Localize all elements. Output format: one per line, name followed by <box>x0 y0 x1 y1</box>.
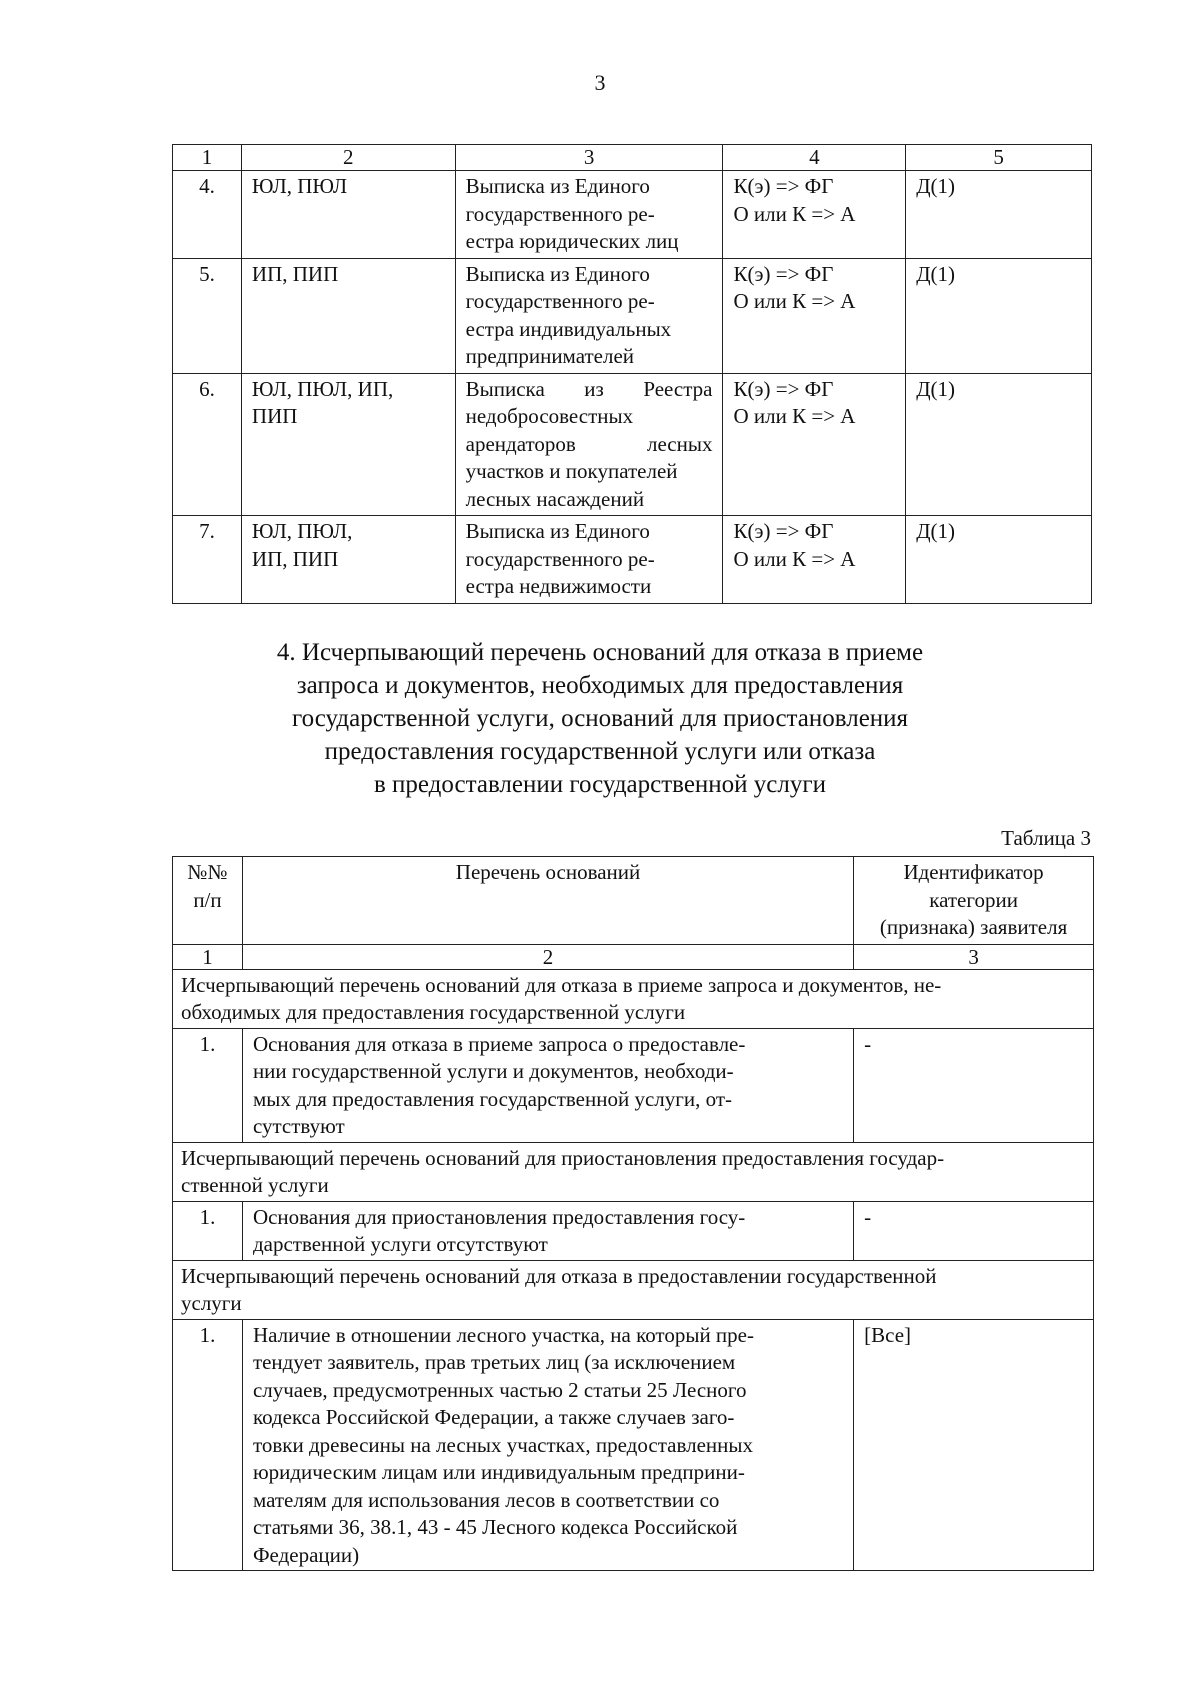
row-number: 7. <box>173 516 242 604</box>
applicant-category: ЮЛ, ПЮЛ, ИП, ПИП <box>241 373 455 516</box>
column-number-row <box>173 944 1094 969</box>
column-number: 1 <box>173 145 242 171</box>
document-name: Выписка из Единого государственного ре- естра юридических лиц <box>455 171 723 259</box>
documents-table <box>172 144 1092 604</box>
heading-line: в предоставлении государственной услуги <box>373 771 827 798</box>
document-name: Выписка из Единого государственного ре- естра индивидуальных предпринимателей <box>455 258 723 373</box>
row-number: 5. <box>173 258 242 373</box>
header-grounds: Перечень оснований <box>242 857 853 945</box>
request-method: К(э) => ФГ О или К => А <box>723 258 906 373</box>
applicant-identifier: - <box>854 1028 1094 1142</box>
table-row <box>173 1028 1094 1142</box>
table-caption: Таблица 3 <box>1001 826 1091 850</box>
document-code: Д(1) <box>906 516 1092 604</box>
row-number: 6. <box>173 373 242 516</box>
document-name: Выписка из Единого государственного ре- естра недвижимости <box>455 516 723 604</box>
row-number: 1. <box>173 1201 243 1260</box>
header-identifier: Идентификатор категории (признака) заявителя <box>854 857 1094 945</box>
applicant-category: ЮЛ, ПЮЛ, ИП, ПИП <box>241 516 455 604</box>
document-name: Выписка из Реестра недобросовестных арендаторов лесных участков и покупателей лесных насаждений <box>455 373 723 516</box>
column-number: 2 <box>241 145 455 171</box>
row-number: 1. <box>173 1028 243 1142</box>
header-number: №№ п/п <box>173 857 243 945</box>
section-title: Исчерпывающий перечень оснований для отказа в предоставлении государственной услуги <box>173 1260 1094 1319</box>
ground-text: Основания для отказа в приеме запроса о предоставле- нии государственной услуги и документов, необходи- мых для предоставления государственной услуги, от- сутствуют <box>242 1028 853 1142</box>
row-number: 4. <box>173 171 242 259</box>
request-method: К(э) => ФГ О или К => А <box>723 516 906 604</box>
table-row <box>173 1201 1094 1260</box>
section-title-row <box>173 969 1094 1028</box>
heading-line: государственной услуги, оснований для приостановления <box>291 705 909 732</box>
table-row <box>173 1319 1094 1571</box>
column-number: 2 <box>242 944 853 969</box>
applicant-identifier: - <box>854 1201 1094 1260</box>
document-code: Д(1) <box>906 373 1092 516</box>
table-header-row <box>173 857 1094 945</box>
table-row <box>173 373 1092 516</box>
applicant-identifier: [Все] <box>854 1319 1094 1571</box>
section-title-row <box>173 1260 1094 1319</box>
table-row <box>173 171 1092 259</box>
heading-line: предоставления государственной услуги или отказа <box>324 738 876 765</box>
column-number: 1 <box>173 944 243 969</box>
column-number: 3 <box>455 145 723 171</box>
ground-text: Наличие в отношении лесного участка, на который пре- тендует заявитель, прав третьих лиц (за исключением случаев, предусмотренных частью 2 статьи 25 Лесного кодекса Российской Федерации, а также случаев заго- товки древесины на лесных участках, предоставленных юридическим лицам или индивидуальным предприни- мателям для использования лесов в соответствии со статьями 36, 38.1, 43 - 45 Лесного кодекса Российской Федерации) <box>242 1319 853 1571</box>
heading-line: 4. Исчерпывающий перечень оснований для отказа в приеме <box>276 639 924 666</box>
column-number: 5 <box>906 145 1092 171</box>
document-code: Д(1) <box>906 171 1092 259</box>
request-method: К(э) => ФГ О или К => А <box>723 171 906 259</box>
document-code: Д(1) <box>906 258 1092 373</box>
applicant-category: ИП, ПИП <box>241 258 455 373</box>
column-number-row <box>173 145 1092 171</box>
heading-line: запроса и документов, необходимых для предоставления <box>296 672 904 699</box>
request-method: К(э) => ФГ О или К => А <box>723 373 906 516</box>
column-number: 3 <box>854 944 1094 969</box>
table-row <box>173 516 1092 604</box>
ground-text: Основания для приостановления предоставления госу- дарственной услуги отсутствуют <box>242 1201 853 1260</box>
section-heading <box>0 636 1200 801</box>
row-number: 1. <box>173 1319 243 1571</box>
column-number: 4 <box>723 145 906 171</box>
section-title: Исчерпывающий перечень оснований для отказа в приеме запроса и документов, не- обходимых для предоставления государственной услуги <box>173 969 1094 1028</box>
section-title: Исчерпывающий перечень оснований для приостановления предоставления государ- ственной услуги <box>173 1142 1094 1201</box>
page-number: 3 <box>594 70 606 95</box>
applicant-category: ЮЛ, ПЮЛ <box>241 171 455 259</box>
section-title-row <box>173 1142 1094 1201</box>
refusal-grounds-table <box>172 856 1094 1571</box>
table-row <box>173 258 1092 373</box>
